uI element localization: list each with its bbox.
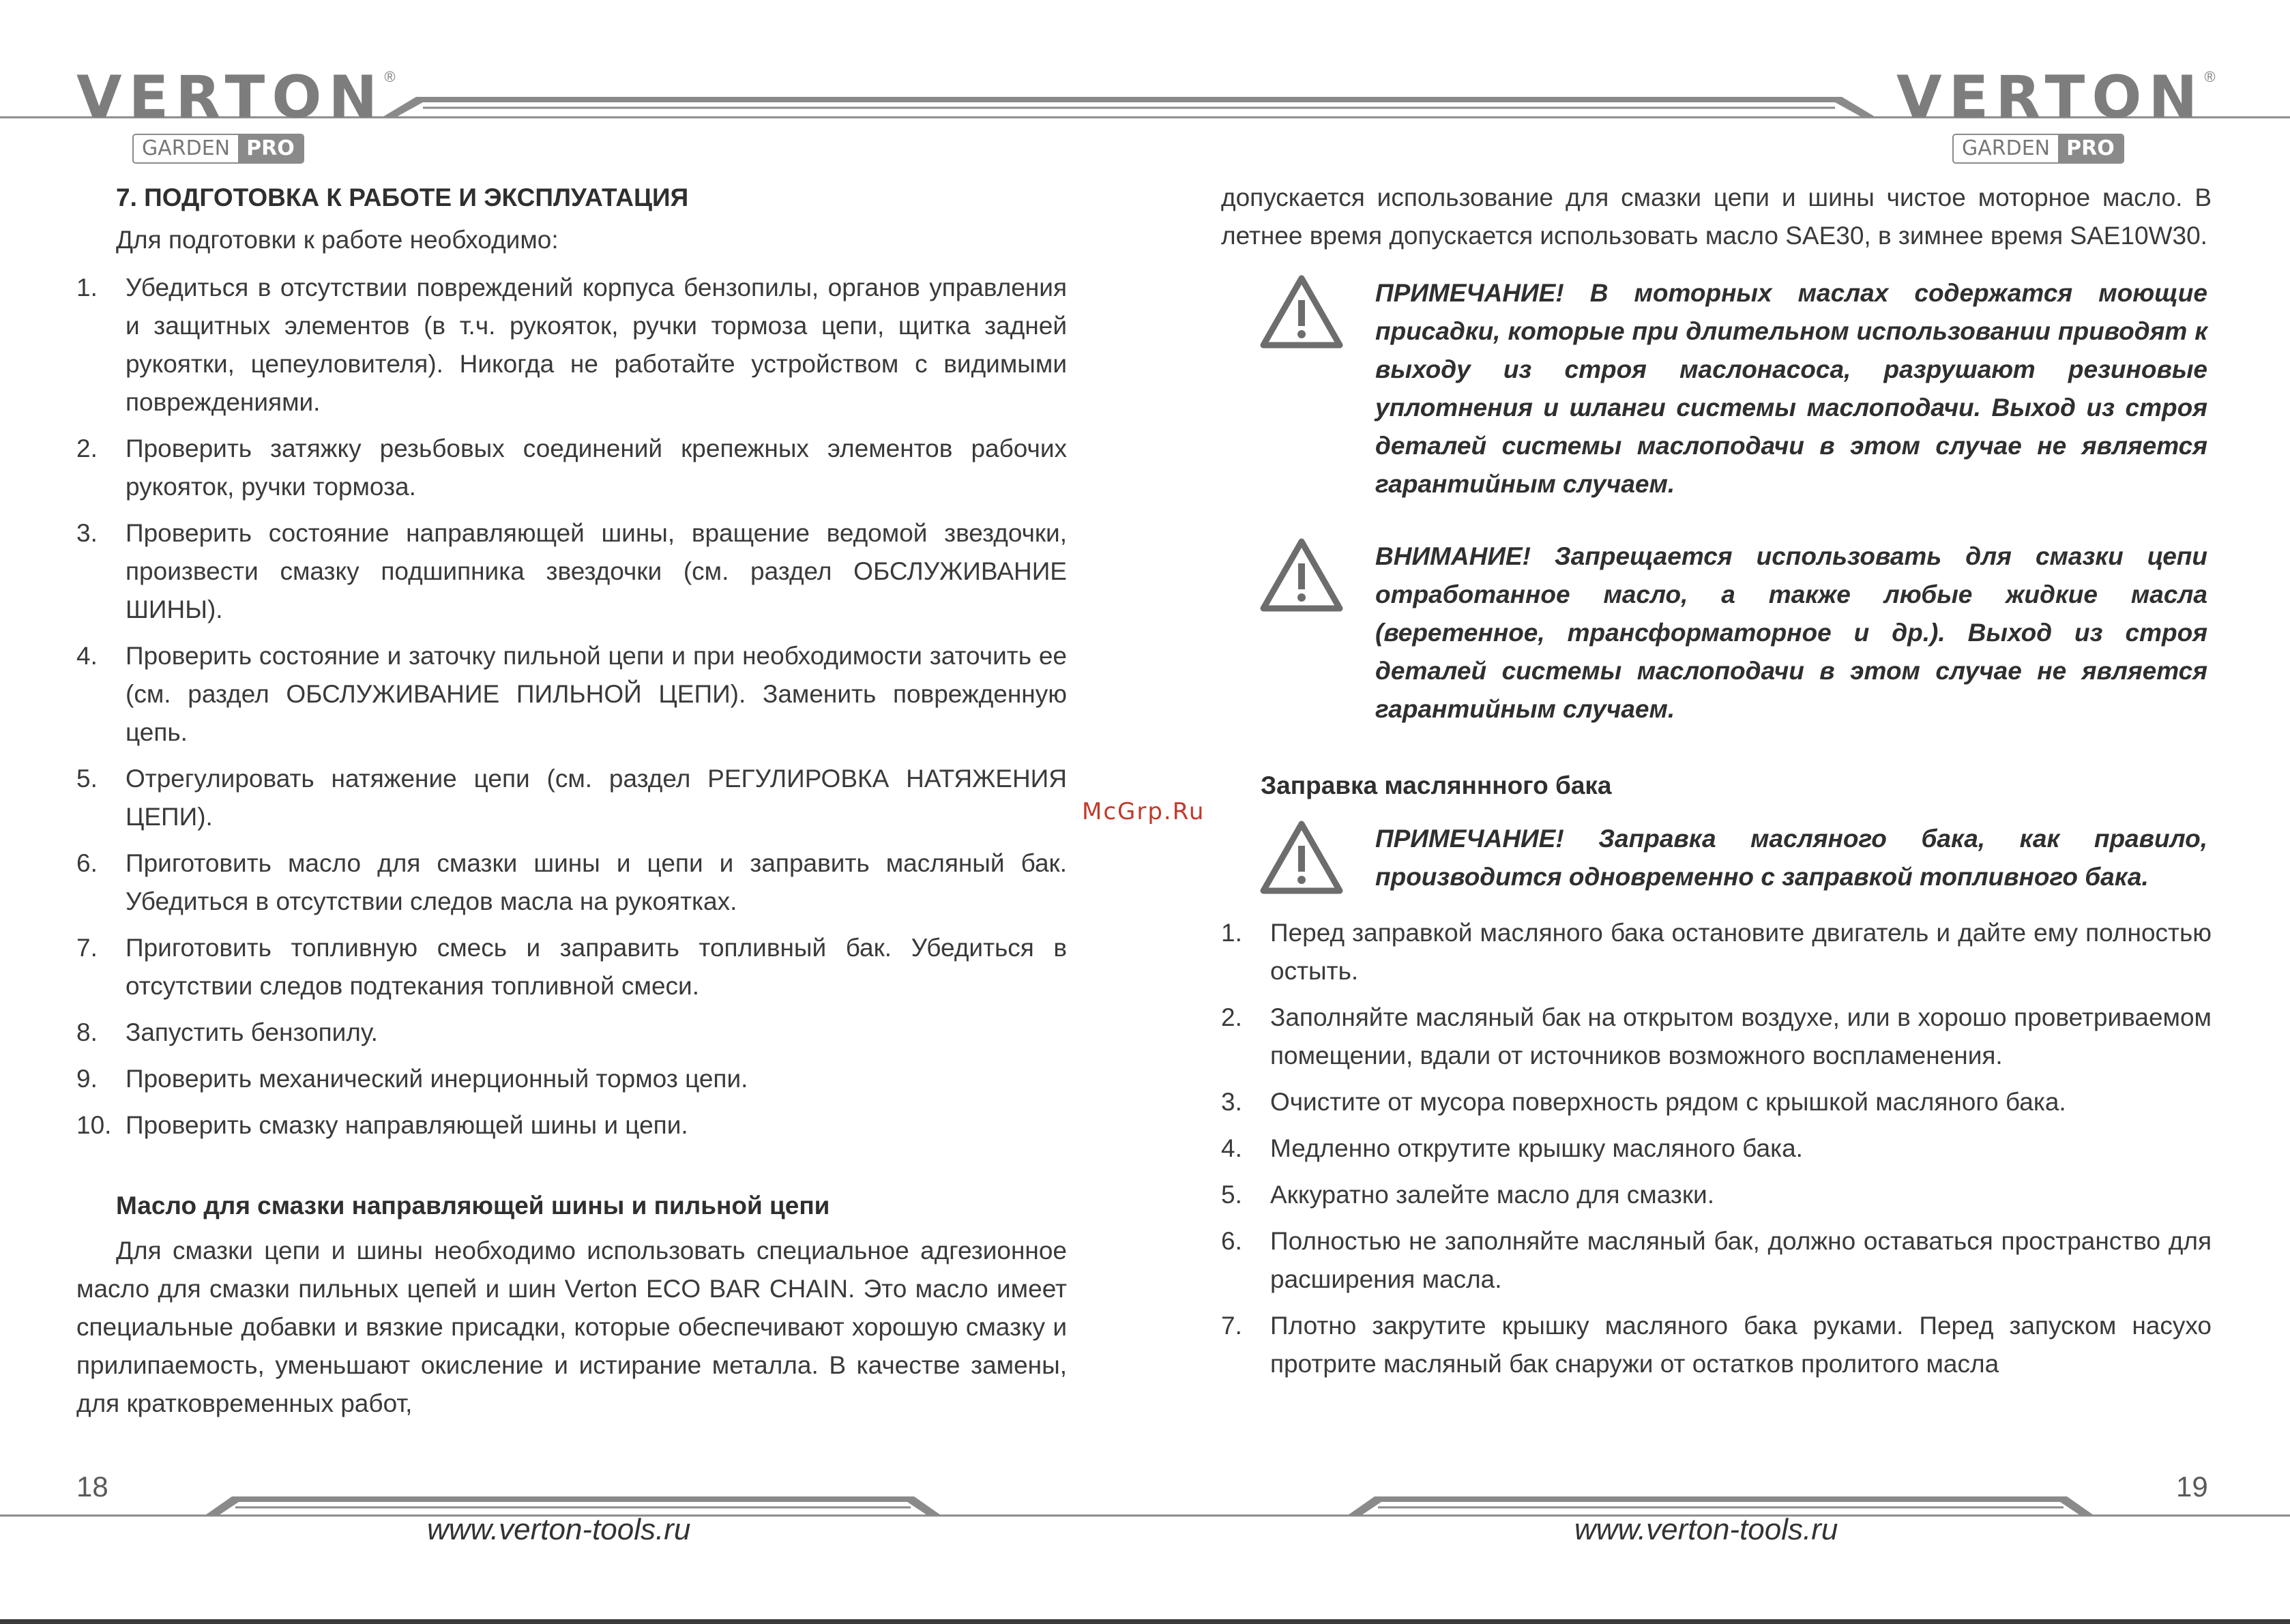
- registered-mark: ®: [384, 68, 396, 85]
- bottom-border: [0, 1619, 2290, 1624]
- pro-label: PRO: [238, 135, 303, 162]
- registered-mark: ®: [2204, 68, 2216, 85]
- right-page-content: [1221, 179, 2212, 1391]
- page-number-left: 18: [76, 1471, 108, 1503]
- garden-pro-badge: [1952, 134, 2124, 164]
- watermark: McGrp.Ru: [1082, 798, 1205, 825]
- intro-text: Для подготовки к работе необходимо:: [116, 226, 559, 254]
- footer-decoration: [0, 1487, 2290, 1521]
- list-item: 5. Отрегулировать натяжение цепи (см. раздел РЕГУЛИРОВКА НАТЯЖЕНИЯ ЦЕПИ).: [76, 765, 1067, 831]
- garden-label: GARDEN: [1962, 136, 2051, 160]
- warning-icon: [1259, 274, 1348, 349]
- note-block: [1259, 274, 2212, 503]
- page-number-right: 19: [2176, 1471, 2208, 1503]
- tank-note-text: ПРИМЕЧАНИЕ! Заправка масляного бака, как правило, производится одновременно с заправкой топливного бака.: [1375, 825, 2207, 891]
- left-page-content: [76, 179, 1067, 1423]
- warning-icon: [1259, 820, 1348, 895]
- list-item: 10. Проверить смазку направляющей шины и цепи.: [76, 1111, 688, 1139]
- continuation-text: допускается использование для смазки цепи и шины чистое моторное масло. В летнее время допускается использовать масло SAE30, в зимнее время SAE10W30.: [1221, 183, 2212, 250]
- list-item: 3. Проверить состояние направляющей шины, вращение ведомой звездочки, произвести смазку подшипника звездочки (см. раздел ОБСЛУЖИВАНИЕ ШИНЫ).: [76, 519, 1067, 623]
- tank-steps-list: [1221, 914, 2212, 1383]
- brand-name: VERTON: [1896, 63, 2205, 132]
- tank-note-block: [1259, 820, 2212, 896]
- list-item: 9. Проверить механический инерционный тормоз цепи.: [76, 1065, 748, 1093]
- prep-steps-list: [76, 269, 1067, 1145]
- tank-heading: Заправка масляннного бака: [1261, 771, 1612, 799]
- list-item: 7. Приготовить топливную смесь и заправить топливный бак. Убедиться в отсутствии следов подтекания топливной смеси.: [76, 934, 1067, 1000]
- warning-block: [1259, 537, 2212, 728]
- list-item: 6. Приготовить масло для смазки шины и цепи и заправить масляный бак. Убедиться в отсутствии следов масла на рукоятках.: [76, 849, 1067, 915]
- list-item: 4. Медленно открутите крышку масляного бака.: [1221, 1134, 1803, 1162]
- logo-left: [76, 63, 396, 164]
- oil-heading: Масло для смазки направляющей шины и пильной цепи: [116, 1192, 830, 1220]
- brand-name: VERTON: [76, 63, 385, 132]
- garden-label: GARDEN: [142, 136, 231, 160]
- list-item: 4. Проверить состояние и заточку пильной цепи и при необходимости заточить ее (см. раздел ОБСЛУЖИВАНИЕ ПИЛЬНОЙ ЦЕПИ). Заменить поврежденную цепь.: [76, 642, 1067, 746]
- oil-paragraph: Для смазки цепи и шины необходимо использовать специальное адгезионное масло для смазки пильных цепей и шин Verton ECO BAR CHAIN. Это масло имеет специальные добавки и вязкие присадки, которые обеспечивают хорошую смазку и прилипаемость, уменьшают окисление и истирание металла. В качестве замены, для кратковременных работ,: [76, 1237, 1067, 1417]
- website-left[interactable]: www.verton-tools.ru: [427, 1513, 691, 1546]
- list-item: 8. Запустить бензопилу.: [76, 1018, 378, 1046]
- note-text: ПРИМЕЧАНИЕ! В моторных маслах содержатся моющие присадки, которые при длительном использовании приводят к выходу из строя маслонасоса, разрушают резиновые уплотнения и шланги системы маслоподачи. Выход из строя деталей системы маслоподачи в этом случае не является гарантийным случаем.: [1375, 279, 2207, 498]
- section-title: 7. ПОДГОТОВКА К РАБОТЕ И ЭКСПЛУАТАЦИЯ: [116, 183, 689, 211]
- warning-text: ВНИМАНИЕ! Запрещается использовать для смазки цепи отработанное масло, а также любые жидкие масла (веретенное, трансформаторное и др.). Выход из строя деталей системы маслоподачи в этом случае не является гарантийным случаем.: [1375, 542, 2207, 723]
- list-item: 7. Плотно закрутите крышку масляного бака руками. Перед запуском насухо протрите масляный бак снаружи от остатков пролитого масла: [1221, 1312, 2212, 1378]
- pro-label: PRO: [2058, 135, 2123, 162]
- logo-right: [1896, 63, 2216, 164]
- list-item: 1. Перед заправкой масляного бака остановите двигатель и дайте ему полностью остыть.: [1221, 919, 2212, 985]
- list-item: 3. Очистите от мусора поверхность рядом с крышкой масляного бака.: [1221, 1088, 2066, 1116]
- garden-pro-badge: [132, 134, 304, 164]
- warning-icon: [1259, 537, 1348, 612]
- list-item: 2. Проверить затяжку резьбовых соединений крепежных элементов рабочих рукояток, ручки тормоза.: [76, 434, 1067, 501]
- list-item: 1. Убедиться в отсутствии повреждений корпуса бензопилы, органов управления и защитных элементов (в т.ч. рукояток, ручки тормоза цепи, щитка задней рукоятки, цепеуловителя). Никогда не работайте устройством с видимыми повреждениями.: [76, 274, 1067, 416]
- list-item: 6. Полностью не заполняйте масляный бак, должно оставаться пространство для расширения масла.: [1221, 1227, 2212, 1293]
- list-item: 5. Аккуратно залейте масло для смазки.: [1221, 1181, 1714, 1209]
- website-right[interactable]: www.verton-tools.ru: [1574, 1513, 1838, 1546]
- list-item: 2. Заполняйте масляный бак на открытом воздухе, или в хорошо проветриваемом помещении, вдали от источников возможного воспламенения.: [1221, 1003, 2212, 1069]
